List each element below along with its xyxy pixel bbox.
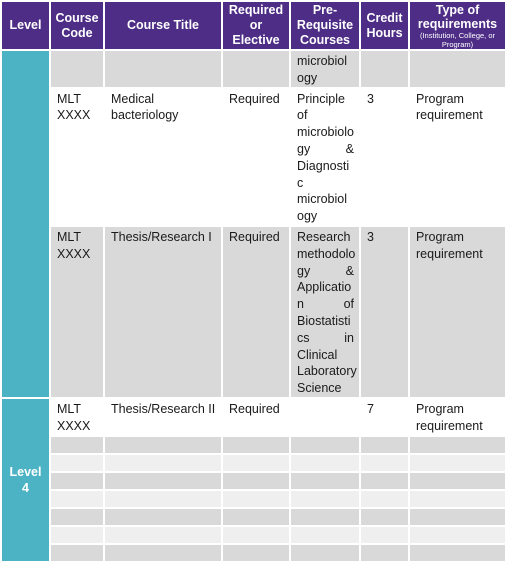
empty-cell [361,545,408,561]
empty-cell [361,437,408,453]
header-prerequisite: Pre- Requisite Courses [291,2,359,49]
empty-cell [410,509,505,525]
course-title-cell: Thesis/Research I [105,227,221,397]
empty-cell [51,455,103,471]
empty-cell [223,455,289,471]
course-title-cell: Thesis/Research II [105,399,221,435]
empty-cell [105,527,221,543]
empty-cell [291,473,359,489]
empty-cell [105,437,221,453]
header-row [2,2,505,49]
empty-cell [361,473,408,489]
level-cell [2,51,49,397]
empty-row [2,509,505,525]
empty-row [2,437,505,453]
empty-cell [410,473,505,489]
type-cell [410,51,505,87]
header-required-elective: Required or Elective [223,2,289,49]
empty-row [2,527,505,543]
empty-row [2,545,505,561]
empty-cell [223,527,289,543]
course-code-cell [51,51,103,87]
type-cell: Program requirement [410,89,505,225]
empty-cell [410,491,505,507]
empty-cell [223,491,289,507]
empty-row [2,491,505,507]
table-row [2,89,505,225]
type-cell: Program requirement [410,399,505,435]
course-code-cell: MLT XXXX [51,399,103,435]
empty-cell [223,509,289,525]
header-course-title: Course Title [105,2,221,49]
prereq-cell: microbiol ogy [291,51,359,87]
empty-row [2,473,505,489]
empty-cell [291,527,359,543]
empty-cell [291,437,359,453]
header-credit-hours: Credit Hours [361,2,408,49]
empty-cell [410,527,505,543]
table-row [2,399,505,435]
empty-cell [291,509,359,525]
empty-cell [51,491,103,507]
empty-cell [361,527,408,543]
empty-cell [223,473,289,489]
table-row [2,51,505,87]
empty-cell [291,455,359,471]
empty-cell [51,527,103,543]
empty-cell [105,491,221,507]
empty-cell [410,437,505,453]
type-cell: Program requirement [410,227,505,397]
empty-cell [51,437,103,453]
empty-cell [51,473,103,489]
empty-cell [51,545,103,561]
empty-cell [223,545,289,561]
empty-cell [105,455,221,471]
required-cell: Required [223,89,289,225]
empty-cell [105,509,221,525]
level-4-cell: Level 4 [2,399,49,561]
credit-cell: 7 [361,399,408,435]
empty-cell [291,545,359,561]
required-cell: Required [223,399,289,435]
header-course-code: Course Code [51,2,103,49]
empty-cell [51,509,103,525]
empty-cell [105,473,221,489]
header-level: Level [2,2,49,49]
course-title-cell [105,51,221,87]
required-cell: Required [223,227,289,397]
empty-cell [105,545,221,561]
empty-cell [361,509,408,525]
empty-cell [361,491,408,507]
credit-cell: 3 [361,89,408,225]
empty-cell [223,437,289,453]
course-title-cell: Medical bacteriology [105,89,221,225]
course-code-cell: MLT XXXX [51,89,103,225]
empty-cell [291,491,359,507]
required-cell [223,51,289,87]
header-requirement-type: Type of requirements (Institution, College, or Program) [410,2,505,49]
credit-cell [361,51,408,87]
prereq-cell: Research methodolo gy & Applicatio n of Biostatisti cs in Clinical Laboratory Science [291,227,359,397]
empty-row [2,455,505,471]
table-row [2,227,505,397]
prereq-cell: Principle of microbiolo gy & Diagnosti c microbiol ogy [291,89,359,225]
credit-cell: 3 [361,227,408,397]
course-code-cell: MLT XXXX [51,227,103,397]
empty-cell [410,455,505,471]
empty-cell [361,455,408,471]
empty-cell [410,545,505,561]
prereq-cell [291,399,359,435]
